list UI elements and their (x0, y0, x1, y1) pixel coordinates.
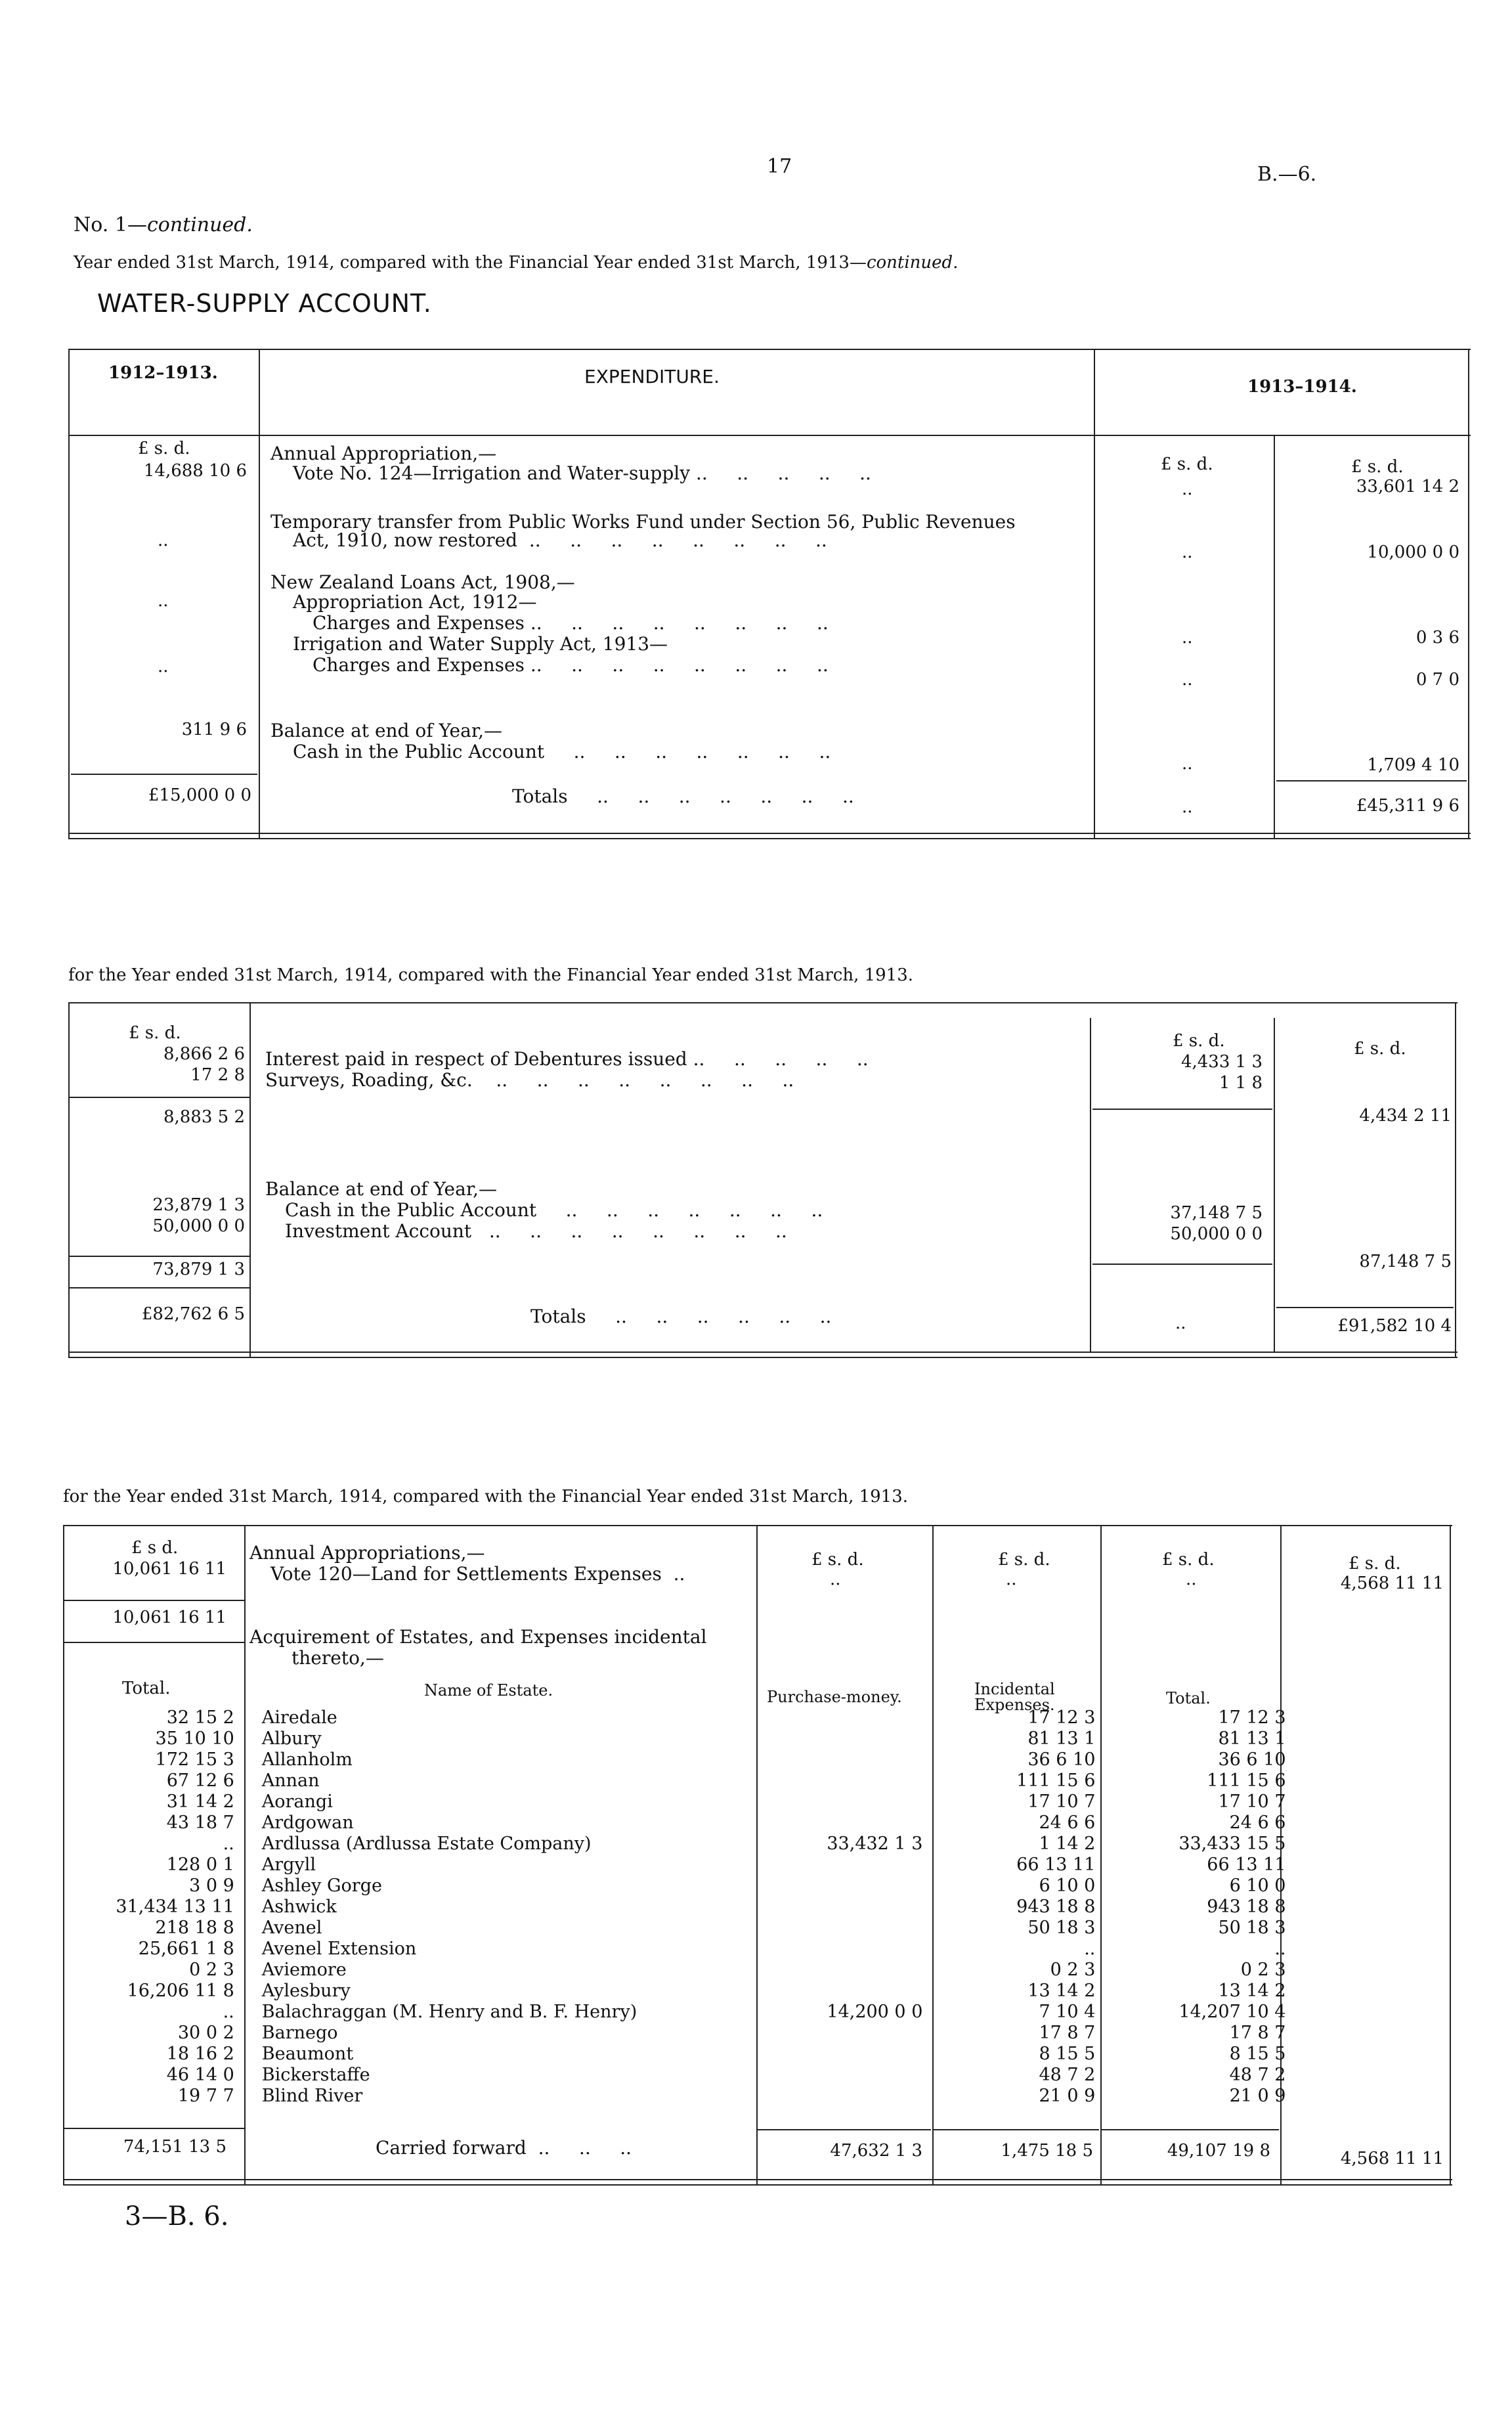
interest-left-total: £82,762 6 5 (141, 1304, 245, 1324)
water-left-dots: .. (158, 657, 169, 676)
estate-left: 67 12 6 (166, 1771, 234, 1791)
estate-total: 48 7 2 (1229, 2065, 1286, 2085)
estate-incid: 8 15 5 (1039, 2044, 1096, 2064)
estate-incid: 24 6 6 (1039, 1813, 1096, 1833)
interest-left-interest: 8,866 2 6 (163, 1044, 245, 1064)
table-row (64, 1728, 1448, 1749)
estate-total: 33,433 15 5 (1178, 1834, 1286, 1854)
estate-empty (1299, 1792, 1449, 1813)
estate-total: 50 18 3 (1218, 1918, 1286, 1938)
estate-incid: 13 14 2 (1027, 1981, 1096, 2001)
estate-total: 24 6 6 (1229, 1813, 1286, 1833)
interest-left-cash: 23,879 1 3 (152, 1195, 245, 1215)
no-label-text: No. 1— (74, 213, 147, 236)
estate-purchase (757, 2023, 939, 2044)
estate-purchase (757, 1749, 939, 1771)
estate-empty (1299, 2023, 1449, 2044)
estate-left: 16,206 11 8 (127, 1981, 234, 2001)
interest-mid-dots: .. (1175, 1313, 1186, 1333)
water-right-nz-a: 0 3 6 (1415, 628, 1459, 648)
carried-label: Carried forward .. .. .. (376, 2137, 632, 2159)
estate-name-text: Annan (261, 1771, 320, 1791)
interest-mid-invest: 50,000 0 0 (1170, 1224, 1263, 1244)
water-bal-2: Cash in the Public Account .. .. .. .. .. .. .. (293, 741, 831, 762)
land-total-dots: .. (1186, 1570, 1197, 1589)
water-right-hdr: £ s. d. (1351, 457, 1404, 477)
estate-purchase (757, 1939, 939, 1960)
interest-totals: Totals .. .. .. .. .. .. (530, 1306, 832, 1327)
estate-empty (1299, 1939, 1449, 1960)
estate-left: 43 18 7 (166, 1813, 234, 1833)
estate-incid: 36 6 10 (1027, 1749, 1096, 1770)
estate-name-text: Ashwick (261, 1897, 337, 1917)
table-row (64, 1960, 1448, 1981)
water-temp-1: Temporary transfer from Public Works Fund under Section 56, Public Revenues (270, 511, 1016, 533)
interest-right-total: £91,582 10 4 (1337, 1316, 1452, 1336)
interest-invest: Investment Account .. .. .. .. .. .. .. .. (285, 1220, 787, 1242)
water-temp-2-text: Act, 1910, now restored (293, 529, 518, 551)
estate-name-text: Blind River (261, 2086, 363, 2106)
estate-left: 30 0 2 (177, 2023, 234, 2043)
estate-name (242, 2044, 757, 2065)
estate-empty (1299, 2086, 1449, 2107)
interest-cash-text: Cash in the Public Account (285, 1199, 537, 1221)
estate-total: 8 15 5 (1229, 2044, 1286, 2064)
estate-purchase (757, 1918, 939, 1939)
account-title: WATER-SUPPLY ACCOUNT. (97, 289, 432, 318)
estate-empty (1299, 1960, 1449, 1981)
land-incid-dots: .. (1006, 1570, 1017, 1589)
water-nz-5: Charges and Expenses .. .. .. .. .. .. .. .. (313, 654, 829, 676)
estate-purchase (757, 1792, 939, 1813)
water-bal-2-text: Cash in the Public Account (293, 741, 545, 762)
estate-name (242, 2002, 757, 2023)
estate-total: 21 0 9 (1229, 2086, 1286, 2106)
estate-name (242, 1939, 757, 1960)
estate-name (242, 1749, 757, 1771)
interest-right-subtotal: 4,434 2 11 (1359, 1106, 1452, 1126)
estate-left: 128 0 1 (166, 1855, 234, 1875)
estate-left: 3 0 9 (189, 1876, 234, 1896)
estate-total: 13 14 2 (1218, 1981, 1286, 2001)
interest-invest-text: Investment Account (285, 1220, 472, 1242)
table-row (64, 1981, 1448, 2002)
estate-left: 35 10 10 (155, 1728, 234, 1749)
water-mid-dots: .. (1182, 628, 1193, 648)
no-label-continued: continued. (146, 213, 253, 236)
water-right-bal: 1,709 4 10 (1367, 755, 1459, 775)
estate-incid: 17 12 3 (1027, 1707, 1096, 1728)
estate-name (242, 1918, 757, 1939)
estate-name-text: Avenel (261, 1918, 322, 1938)
table-row (64, 1855, 1448, 1876)
carried-label-text: Carried forward (376, 2137, 527, 2159)
estate-name-text: Barnego (261, 2023, 338, 2043)
no-label (74, 213, 253, 236)
water-ann-vote: Vote No. 124—Irrigation and Water-supply .. .. .. .. .. (293, 462, 871, 484)
estate-name-text: Aorangi (261, 1792, 333, 1812)
interest-left-surveys: 17 2 8 (190, 1065, 245, 1085)
interest-right-subtotal2: 87,148 7 5 (1359, 1252, 1452, 1271)
estate-name (242, 1876, 757, 1897)
interest-row: Interest paid in respect of Debentures issued .. .. .. .. .. (265, 1048, 869, 1070)
estate-incid: 6 10 0 (1039, 1876, 1096, 1896)
estate-incid: .. (1084, 1939, 1096, 1959)
estate-total: 81 13 1 (1218, 1728, 1286, 1749)
estate-name (242, 2065, 757, 2086)
intro-line-3: for the Year ended 31st March, 1914, compared with the Financial Year ended 31st March, 1913. (63, 1487, 909, 1507)
estate-name-text: Allanholm (261, 1749, 353, 1770)
water-col-mid: EXPENDITURE. (584, 366, 720, 387)
estate-total: 66 13 11 (1207, 1855, 1286, 1875)
estate-empty (1299, 1728, 1449, 1749)
water-col-right: 1913–1914. (1247, 377, 1357, 397)
estate-empty (1299, 1876, 1449, 1897)
interest-mid-surveys: 1 1 8 (1219, 1073, 1263, 1093)
land-purchase-dots: .. (830, 1570, 841, 1589)
land-left-sub: 10,061 16 11 (112, 1608, 227, 1627)
estate-empty (1299, 1855, 1449, 1876)
estate-purchase (757, 1897, 939, 1918)
water-mid-dots: .. (1182, 754, 1193, 774)
land-purchase-pound-hdr: £ s. d. (811, 1550, 864, 1570)
estate-purchase (757, 2044, 939, 2065)
table-row (64, 1813, 1448, 1834)
estate-left: .. (223, 1834, 234, 1854)
table-row (64, 2086, 1448, 2107)
estate-incid: 50 18 3 (1027, 1918, 1096, 1938)
water-right-ann: 33,601 14 2 (1356, 477, 1459, 496)
water-nz-3: Charges and Expenses .. .. .. .. .. .. .. .. (313, 612, 829, 634)
interest-left-hdr: £ s. d. (129, 1023, 181, 1043)
estate-left: 31,434 13 11 (116, 1897, 234, 1917)
estate-purchase (757, 1813, 939, 1834)
table-row (64, 1876, 1448, 1897)
estate-empty (1299, 2044, 1449, 2065)
estate-total: 6 10 0 (1229, 1876, 1286, 1896)
estate-name (242, 1960, 757, 1981)
estate-name-text: Beaumont (261, 2044, 354, 2064)
estates-table (64, 1707, 1448, 2107)
water-left-ann: 14,688 10 6 (143, 461, 247, 481)
estate-empty (1299, 1918, 1449, 1939)
water-left-dots: .. (158, 591, 169, 611)
estate-name-text: Avenel Extension (261, 1939, 417, 1959)
estate-total: 14,207 10 4 (1178, 2002, 1286, 2022)
estate-left: 32 15 2 (166, 1707, 234, 1728)
estate-empty (1299, 1707, 1449, 1728)
estate-name (242, 1728, 757, 1749)
estate-name (242, 1792, 757, 1813)
estate-incid: 48 7 2 (1039, 2065, 1096, 2085)
carried-total: 49,107 19 8 (1167, 2141, 1270, 2161)
water-right-temp: 10,000 0 0 (1367, 542, 1459, 562)
table-row (64, 2065, 1448, 2086)
estate-purchase (757, 1960, 939, 1981)
land-name-hdr: Name of Estate. (424, 1681, 553, 1700)
land-incid-pound-hdr: £ s. d. (998, 1550, 1050, 1570)
water-totals: Totals .. .. .. .. .. .. .. (512, 785, 854, 807)
estate-empty (1299, 1771, 1449, 1792)
water-ann-vote-text: Vote No. 124—Irrigation and Water-supply (293, 462, 691, 484)
interest-mid-cash: 37,148 7 5 (1170, 1203, 1263, 1223)
estate-incid: 17 10 7 (1027, 1792, 1096, 1812)
interest-mid-hdr: £ s. d. (1173, 1031, 1225, 1051)
land-acq-1: Acquirement of Estates, and Expenses incidental (249, 1626, 707, 1648)
estate-name (242, 1897, 757, 1918)
estate-empty (1299, 1813, 1449, 1834)
estate-name-text: Ardlussa (Ardlussa Estate Company) (261, 1834, 592, 1854)
estate-incid: 0 2 3 (1050, 1960, 1096, 1980)
footer-sig: 3—B. 6. (125, 2201, 229, 2232)
estate-name (242, 1834, 757, 1855)
water-temp-2: Act, 1910, now restored .. .. .. .. .. .. .. .. (293, 529, 827, 551)
water-nz-3-text: Charges and Expenses (313, 612, 525, 634)
estate-purchase: 14,200 0 0 (827, 2002, 923, 2022)
estate-total: 17 12 3 (1218, 1707, 1286, 1728)
water-mid-dots: .. (1182, 670, 1193, 690)
carried-right: 4,568 11 11 (1340, 2149, 1444, 2168)
estate-purchase (757, 1728, 939, 1749)
estate-name-text: Bickerstaffe (261, 2065, 370, 2085)
estate-empty (1299, 2065, 1449, 2086)
interest-row-text: Interest paid in respect of Debentures issued (265, 1048, 687, 1070)
table-row (64, 1897, 1448, 1918)
estate-empty (1299, 2002, 1449, 2023)
estate-name-text: Aviemore (261, 1960, 347, 1980)
estate-name-text: Ardgowan (261, 1813, 354, 1833)
estate-incid: 81 13 1 (1027, 1728, 1096, 1749)
estate-empty (1299, 1834, 1449, 1855)
land-ann-vote: Vote 120—Land for Settlements Expenses .. (270, 1563, 685, 1585)
water-nz-2: Appropriation Act, 1912— (293, 591, 537, 613)
table-row (64, 1707, 1448, 1728)
land-ann-vote-text: Vote 120—Land for Settlements Expenses (270, 1563, 662, 1585)
carried-left: 74,151 13 5 (123, 2137, 227, 2157)
intro-line-2: for the Year ended 31st March, 1914, compared with the Financial Year ended 31st March, 1913. (68, 965, 914, 985)
table-row (64, 2044, 1448, 2065)
water-bal-1: Balance at end of Year,— (270, 720, 503, 741)
water-mid-dots: .. (1182, 542, 1193, 562)
water-totals-text: Totals (512, 785, 568, 807)
estate-name (242, 1813, 757, 1834)
estate-left: 25,661 1 8 (138, 1939, 234, 1959)
estate-name (242, 2086, 757, 2107)
page-number: 17 (767, 155, 792, 178)
water-nz-4: Irrigation and Water Supply Act, 1913— (293, 633, 668, 655)
estate-total: 17 8 7 (1229, 2023, 1286, 2043)
estate-name-text: Aylesbury (261, 1981, 351, 2001)
intro-line-1-continued: continued. (866, 253, 959, 273)
estate-purchase: 33,432 1 3 (827, 1834, 923, 1854)
estate-incid: 111 15 6 (1016, 1771, 1096, 1791)
interest-right-hdr: £ s. d. (1354, 1039, 1406, 1059)
estate-left: 172 15 3 (155, 1749, 234, 1770)
estate-purchase (757, 1771, 939, 1792)
estate-purchase (757, 1876, 939, 1897)
estate-name (242, 1707, 757, 1728)
table-row (64, 1834, 1448, 1855)
land-acq-2: thereto,— (292, 1647, 384, 1669)
table-row (64, 1792, 1448, 1813)
estate-empty (1299, 1981, 1449, 2002)
water-left-bal: 311 9 6 (181, 720, 247, 739)
estate-total: 17 10 7 (1218, 1792, 1286, 1812)
estate-empty (1299, 1897, 1449, 1918)
estate-purchase (757, 2086, 939, 2107)
interest-cash: Cash in the Public Account .. .. .. .. .. .. .. (285, 1199, 823, 1221)
interest-bal-1: Balance at end of Year,— (265, 1178, 498, 1200)
land-incid-hdr-1: Incidental (974, 1680, 1055, 1698)
estate-name (242, 1771, 757, 1792)
table-row (64, 1771, 1448, 1792)
land-total-hdr2: Total. (1166, 1689, 1211, 1707)
water-left-total: £15,000 0 0 (148, 785, 251, 805)
table-row (64, 1749, 1448, 1771)
estate-name-text: Airedale (261, 1707, 337, 1728)
land-purchase-hdr: Purchase-money. (767, 1688, 902, 1706)
estate-incid: 943 18 8 (1016, 1897, 1096, 1917)
estate-left: 0 2 3 (189, 1960, 234, 1980)
estate-left: 31 14 2 (166, 1792, 234, 1812)
estate-total: 36 6 10 (1218, 1749, 1286, 1770)
estate-incid: 7 10 4 (1039, 2002, 1096, 2022)
water-ann-title: Annual Appropriation,— (270, 443, 497, 464)
interest-left-subtotal: 8,883 5 2 (163, 1107, 245, 1127)
estate-total: .. (1274, 1939, 1286, 1959)
water-nz-5-text: Charges and Expenses (313, 654, 525, 676)
estate-purchase (757, 1981, 939, 2002)
table-row (64, 2002, 1448, 2023)
land-left-hdr: £ s d. (131, 1538, 179, 1558)
estate-name (242, 1981, 757, 2002)
intro-line-1 (74, 253, 958, 273)
water-mid-hdr: £ s. d. (1161, 454, 1213, 474)
water-nz-1: New Zealand Loans Act, 1908,— (270, 571, 575, 593)
estate-incid: 21 0 9 (1039, 2086, 1096, 2106)
land-total-pound-hdr: £ s. d. (1162, 1550, 1215, 1570)
land-right-vote: 4,568 11 11 (1340, 1573, 1444, 1593)
estate-empty (1299, 1749, 1449, 1771)
estate-left: .. (223, 2002, 234, 2022)
page-ref: B.—6. (1257, 163, 1317, 186)
carried-incid: 1,475 18 5 (1001, 2141, 1093, 2161)
land-incid-hdr-2: Expenses. (974, 1696, 1055, 1714)
carried-purchase: 47,632 1 3 (830, 2141, 922, 2161)
estate-purchase (757, 2065, 939, 2086)
estate-total: 111 15 6 (1207, 1771, 1286, 1791)
estate-left: 218 18 8 (155, 1918, 234, 1938)
intro-line-1-text: Year ended 31st March, 1914, compared with the Financial Year ended 31st March, 1913— (74, 253, 867, 273)
table-row (64, 1918, 1448, 1939)
water-col-left: 1912–1913. (108, 363, 218, 383)
estate-total: 943 18 8 (1207, 1897, 1286, 1917)
estate-purchase (757, 1707, 939, 1728)
water-right-nz-b: 0 7 0 (1415, 670, 1459, 690)
land-total-hdr: Total. (122, 1679, 171, 1698)
estate-name-text: Argyll (261, 1855, 316, 1875)
estate-name (242, 1855, 757, 1876)
surveys-row-text: Surveys, Roading, &c. (265, 1069, 473, 1091)
table-row (64, 2023, 1448, 2044)
water-mid-dots: .. (1182, 479, 1193, 499)
land-right-hdr: £ s. d. (1349, 1554, 1401, 1573)
estate-purchase (757, 1855, 939, 1876)
water-right-total: £45,311 9 6 (1356, 796, 1459, 816)
land-ann-title: Annual Appropriations,— (249, 1542, 485, 1564)
table-row (64, 1939, 1448, 1960)
estate-name (242, 2023, 757, 2044)
interest-mid-interest: 4,433 1 3 (1180, 1052, 1263, 1072)
estate-total: 0 2 3 (1240, 1960, 1286, 1980)
surveys-row: Surveys, Roading, &c. .. .. .. .. .. .. .. .. (265, 1069, 794, 1091)
estate-left: 18 16 2 (166, 2044, 234, 2064)
land-left-vote: 10,061 16 11 (112, 1559, 227, 1579)
interest-left-invest: 50,000 0 0 (152, 1216, 245, 1236)
water-left-dots: .. (158, 531, 169, 550)
estate-name-text: Ashley Gorge (261, 1876, 382, 1896)
estate-name-text: Albury (261, 1728, 322, 1749)
interest-left-subtotal2: 73,879 1 3 (152, 1260, 245, 1279)
estate-incid: 17 8 7 (1039, 2023, 1096, 2043)
water-left-hdr: £ s. d. (138, 439, 190, 458)
estate-name-text: Balachraggan (M. Henry and B. F. Henry) (261, 2002, 637, 2022)
estate-incid: 1 14 2 (1039, 1834, 1096, 1854)
estate-incid: 66 13 11 (1016, 1855, 1096, 1875)
estate-left: 19 7 7 (177, 2086, 234, 2106)
interest-totals-text: Totals (530, 1306, 586, 1327)
estate-left: 46 14 0 (166, 2065, 234, 2085)
water-mid-dots: .. (1182, 797, 1193, 817)
